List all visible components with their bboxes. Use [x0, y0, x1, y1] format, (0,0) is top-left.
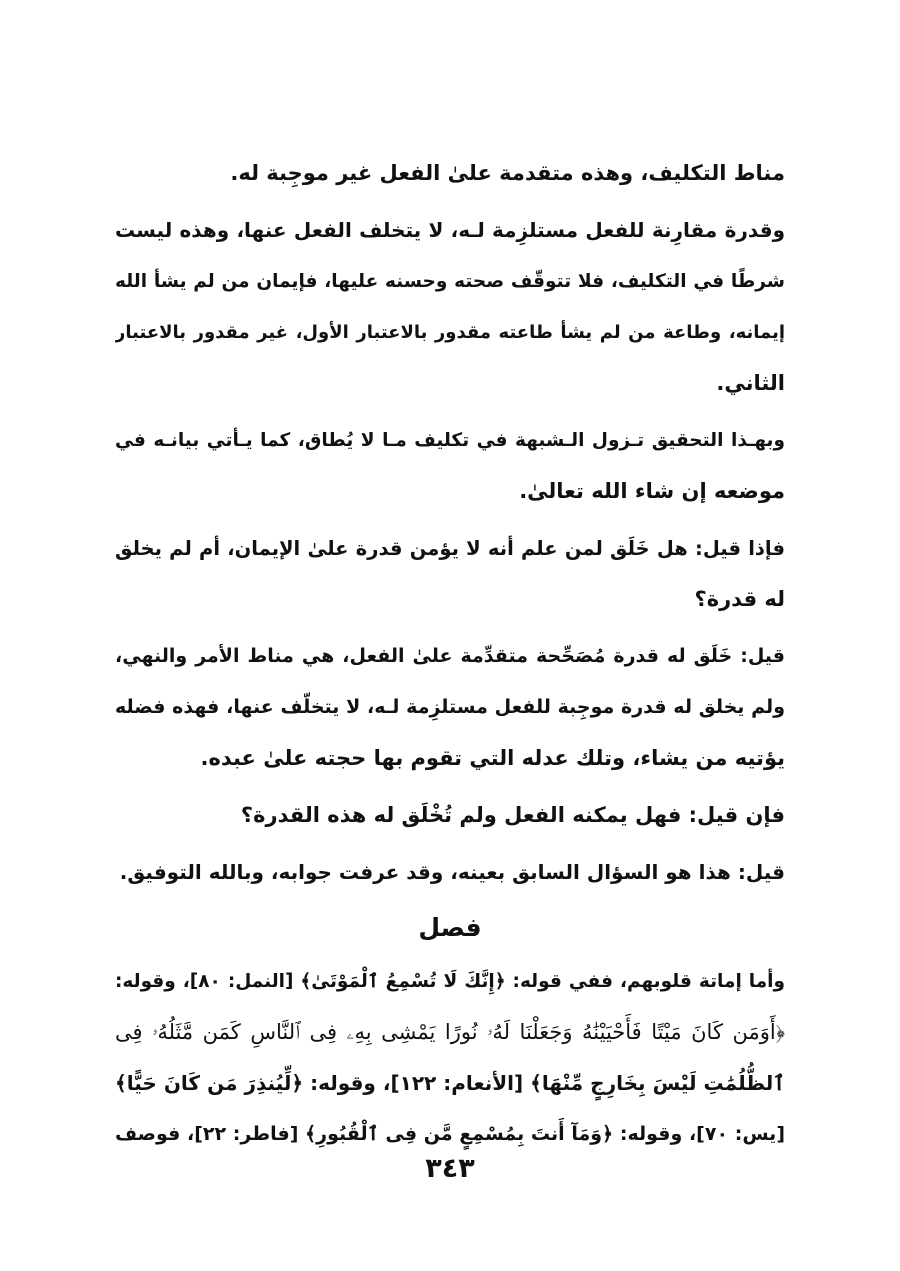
page-body — [115, 148, 785, 1166]
text-line: له قدرة؟ — [694, 587, 785, 611]
section-heading: فصل — [418, 913, 482, 942]
text-line: فإذا قيل: هل خَلَق لمن علم أنه لا يؤمن قدرة علىٰ الإيمان، أم لم يخلق — [115, 537, 785, 560]
text-line: وبهـذا التحقيق تـزول الـشبهة في تكليف مـا لا يُطاق، كما يـأتي بيانـه في — [115, 430, 785, 451]
text-line: مناط التكليف، وهذه متقدمة علىٰ الفعل غير موجِبة له. — [230, 161, 785, 185]
paragraph-3 — [115, 415, 785, 517]
text-line: ولم يخلق له قدرة موجِبة للفعل مستلزِمة لـه، لا يتخلّف عنها، فهذه فضله — [115, 696, 785, 718]
text-line: يؤتيه من يشاء، وتلك عدله التي تقوم بها حجته علىٰ عبده. — [200, 746, 785, 770]
text-line: إيمانه، وطاعة من لم يشأ طاعته مقدور بالاعتبار الأول، غير مقدور بالاعتبار — [115, 322, 785, 343]
quran-verse-line: ﴿أَوَمَن كَانَ مَيْتًا فَأَحْيَيْنَٰهُ وَجَعَلْنَا لَهُۥ نُورًا يَمْشِى بِهِۦ فِى ٱلنَّاسِ كَمَن مَّثَلُهُۥ فِى — [115, 1020, 785, 1044]
text-line: الثاني. — [716, 371, 785, 395]
text-line: ٱلظُّلُمَٰتِ لَيْسَ بِخَارِجٍ مِّنْهَا﴾ [الأنعام: ١٢٢]، وقوله: ﴿لِّيُنذِرَ مَن كَانَ حَيًّا﴾ — [115, 1071, 785, 1095]
text-line: قيل: هذا هو السؤال السابق بعينه، وقد عرفت جوابه، وبالله التوفيق. — [119, 860, 785, 884]
paragraph-6 — [115, 790, 785, 841]
paragraph-8 — [115, 956, 785, 1160]
text-line: [يس: ٧٠]، وقوله: ﴿وَمَآ أَنتَ بِمُسْمِعٍ مَّن فِى ٱلْقُبُورِ﴾ [فاطر: ٢٢]، فوصف — [115, 1123, 785, 1145]
text-line: قيل: خَلَق له قدرة مُصَحِّحة متقدِّمة علىٰ الفعل، هي مناط الأمر والنهي، — [115, 645, 785, 667]
text-line: موضعه إن شاء الله تعالىٰ. — [519, 479, 785, 503]
paragraph-5 — [115, 631, 785, 784]
text-line: شرطًا في التكليف، فلا تتوقّف صحته وحسنه عليها، فإيمان من لم يشأ الله — [115, 271, 785, 292]
paragraph-1 — [115, 148, 785, 199]
paragraph-4 — [115, 523, 785, 625]
paragraph-7 — [115, 847, 785, 898]
paragraph-2 — [115, 205, 785, 409]
page-number: ٣٤٣ — [425, 1153, 475, 1184]
text-line: وقدرة مقارِنة للفعل مستلزِمة لـه، لا يتخلف الفعل عنها، وهذه ليست — [115, 218, 785, 242]
text-line: فإن قيل: فهل يمكنه الفعل ولم تُخْلَق له هذه القدرة؟ — [240, 803, 785, 827]
text-line: وأما إماتة قلوبهم، ففي قوله: ﴿إِنَّكَ لَا تُسْمِعُ ٱلْمَوْتَىٰ﴾ [النمل: ٨٠]، وقوله: — [115, 971, 785, 992]
